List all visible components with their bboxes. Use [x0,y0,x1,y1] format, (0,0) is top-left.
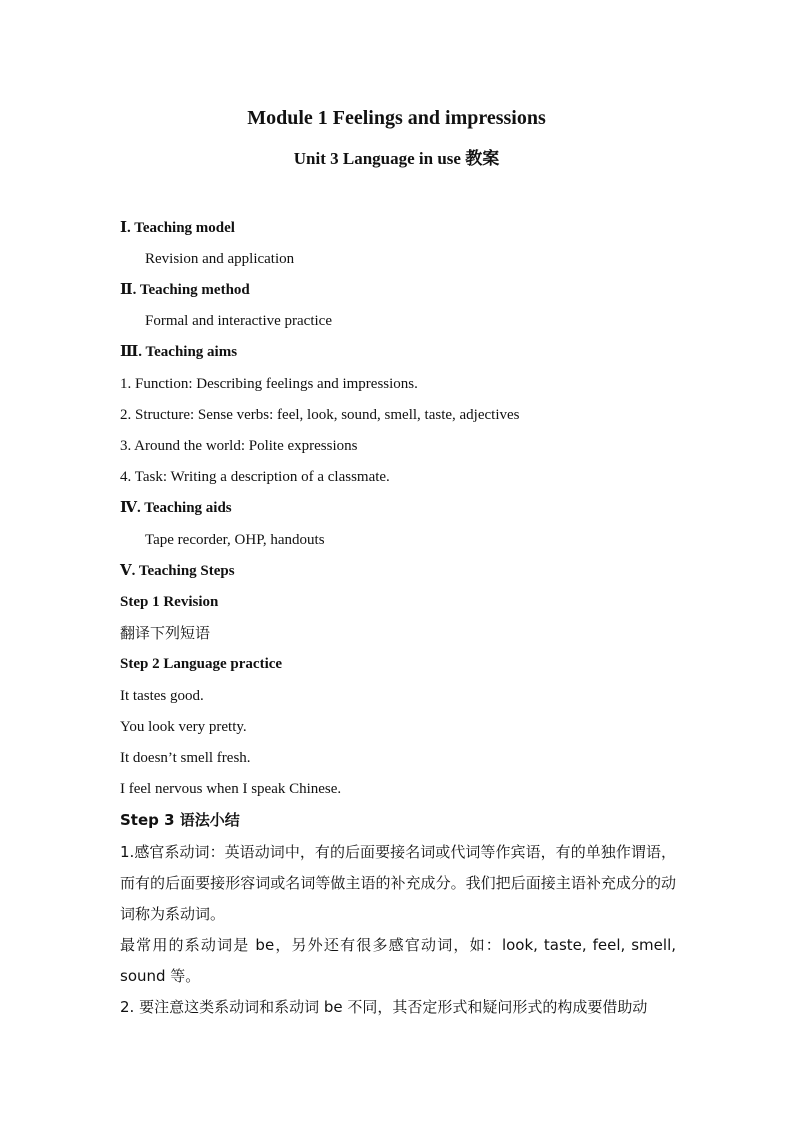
aim-item-1: 1. Function: Describing feelings and impressions. [120,376,418,392]
grammar-paragraph-3: 2. 要注意这类系动词和系动词 be 不同，其否定形式和疑问形式的构成要借助动 [120,998,648,1016]
section-heading-teaching-aids: Ⅳ. Teaching aids [120,500,232,516]
section-body-teaching-aids: Tape recorder, OHP, handouts [145,532,325,548]
document-title: Module 1 Feelings and impressions [247,107,546,129]
example-sentence-2: You look very pretty. [120,719,247,735]
section-heading-teaching-aims: Ⅲ. Teaching aims [120,344,238,360]
example-sentence-3: It doesn’t smell fresh. [120,750,251,766]
section-heading-teaching-method: Ⅱ. Teaching method [120,282,250,298]
step-3-heading: Step 3 语法小结 [120,811,240,829]
step-2-heading: Step 2 Language practice [120,656,283,672]
aim-item-4: 4. Task: Writing a description of a classmate. [120,469,390,485]
section-body-teaching-model: Revision and application [145,251,295,267]
section-heading-teaching-model: Ⅰ. Teaching model [120,220,235,236]
example-sentence-4: I feel nervous when I speak Chinese. [120,781,342,797]
grammar-paragraph-1: 1.感官系动词：英语动词中，有的后面要接名词或代词等作宾语，有的单独作谓语，而有的后面要接形容词或名词等做主语的补充成分。我们把后面接主语补充成分的动词称为系动词。 [120,843,676,923]
aim-item-2: 2. Structure: Sense verbs: feel, look, sound, smell, taste, adjectives [120,407,520,423]
section-heading-teaching-steps: Ⅴ. Teaching Steps [120,563,235,579]
document-subtitle: Unit 3 Language in use 教案 [293,149,500,168]
example-sentence-1: It tastes good. [120,688,204,704]
step-1-heading: Step 1 Revision [120,594,219,610]
aim-item-3: 3. Around the world: Polite expressions [120,438,358,454]
grammar-paragraph-2: 最常用的系动词是 be，另外还有很多感官动词，如：look, taste, feel, smell, sound 等。 [120,936,676,985]
section-body-teaching-method: Formal and interactive practice [145,313,332,329]
step-1-body: 翻译下列短语 [120,624,211,642]
